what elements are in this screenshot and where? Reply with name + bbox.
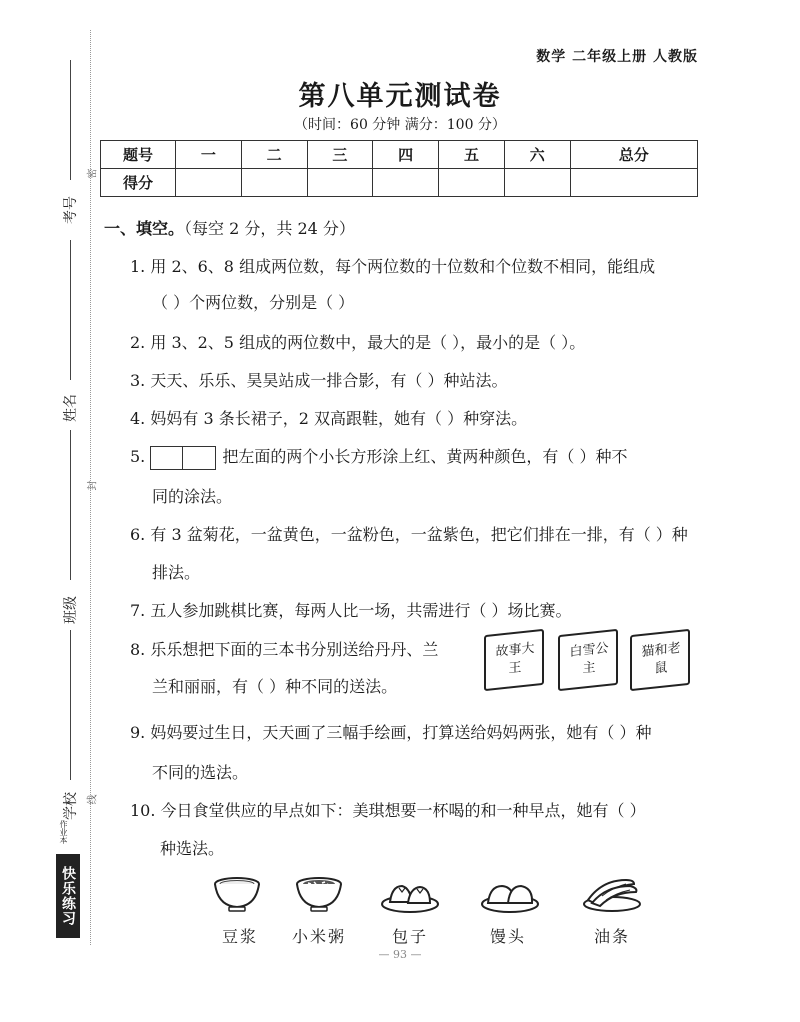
section-note: （每空 2 分，共 24 分） — [184, 219, 355, 238]
score-cell[interactable] — [176, 169, 242, 197]
question-text: 五人参加跳棋比赛，每两人比一场，共需进行（ ）场比赛。 — [150, 601, 572, 620]
margin-label-class: 班级 — [63, 596, 79, 624]
logo-text: 快乐练习 — [56, 854, 80, 938]
page-number: — 93 — — [378, 948, 422, 961]
book-snow-white — [558, 632, 622, 694]
question-3 — [130, 368, 507, 391]
table-cell: 得分 — [101, 169, 176, 197]
margin-label-name: 姓名 — [63, 394, 79, 422]
book-cover — [484, 629, 544, 691]
question-text: 有 3 盆菊花，一盆黄色，一盆粉色，一盆紫色，把它们排在一排，有（ ）种 — [150, 525, 688, 544]
score-cell[interactable] — [570, 169, 697, 197]
question-1 — [130, 254, 655, 277]
seal-mark: 封 — [87, 480, 99, 491]
book-title: 白雪公主 — [569, 640, 609, 677]
food-label: 油条 — [594, 927, 631, 946]
book-title: 故事大王 — [495, 640, 535, 677]
section-heading — [104, 216, 355, 239]
book-story-king — [484, 632, 548, 694]
table-cell: 二 — [241, 141, 307, 169]
page-title: 第八单元测试卷 — [298, 81, 502, 112]
question-1-line2: （ ）个两位数，分别是（ ） — [152, 293, 355, 312]
question-5-line2: 同的涂法。 — [152, 487, 233, 506]
youtiao-icon — [582, 874, 642, 914]
question-text: 乐乐想把下面的三本书分别送给丹丹、兰 — [150, 640, 439, 659]
question-10 — [130, 798, 646, 821]
score-table — [100, 140, 698, 197]
score-cell[interactable] — [439, 169, 505, 197]
score-cell[interactable] — [373, 169, 439, 197]
table-cell: 总分 — [570, 141, 697, 169]
question-text: 妈妈要过生日，天天画了三幅手绘画，打算送给妈妈两张，她有（ ）种 — [150, 723, 652, 742]
question-text: 用 3、2、5 组成的两位数中，最大的是（ ），最小的是（ ）。 — [150, 333, 586, 352]
question-number: 2. — [130, 333, 146, 352]
question-number: 4. — [130, 409, 146, 428]
food-label: 馒头 — [490, 927, 527, 946]
fill-line — [70, 430, 71, 580]
table-cell: 五 — [439, 141, 505, 169]
table-header-row — [101, 141, 698, 169]
margin-label-school: 学校 — [63, 792, 79, 820]
exam-info: （时间：60 分钟 满分：100 分） — [294, 117, 506, 133]
soymilk-bowl-icon — [212, 874, 262, 914]
book-cover — [558, 629, 618, 691]
question-9-line2: 不同的选法。 — [152, 763, 249, 782]
table-score-row — [101, 169, 698, 197]
table-cell: 四 — [373, 141, 439, 169]
food-label: 小米粥 — [292, 927, 347, 946]
food-label: 豆浆 — [222, 927, 259, 946]
book-cover — [630, 629, 690, 691]
brand-logo — [56, 820, 82, 940]
question-number: 9. — [130, 723, 146, 742]
question-6 — [130, 522, 688, 545]
question-number: 7. — [130, 601, 146, 620]
question-text: 妈妈有 3 条长裙子，2 双高跟鞋，她有（ ）种穿法。 — [150, 409, 528, 428]
margin-label-exam-no: 考号 — [63, 196, 79, 224]
question-number: 3. — [130, 371, 146, 390]
table-cell: 题号 — [101, 141, 176, 169]
food-label: 包子 — [392, 927, 429, 946]
question-2 — [130, 330, 585, 353]
question-9 — [130, 720, 651, 743]
book-tom-and-jerry — [630, 632, 694, 694]
question-text: 天天、乐乐、昊昊站成一排合影，有（ ）种站法。 — [150, 371, 508, 390]
question-text: 把左面的两个小长方形涂上红、黄两种颜色，有（ ）种不 — [222, 447, 628, 466]
table-cell: 三 — [307, 141, 373, 169]
question-number: 1. — [130, 257, 146, 276]
question-text: 今日食堂供应的早点如下：美琪想要一杯喝的和一种早点，她有（ ） — [160, 801, 646, 820]
table-cell: 一 — [176, 141, 242, 169]
question-4 — [130, 406, 527, 429]
question-number: 10. — [130, 801, 156, 820]
series-label: 数学 二年级上册 人教版 — [536, 49, 698, 65]
table-cell: 六 — [504, 141, 570, 169]
question-7 — [130, 598, 571, 621]
question-6-line2: 排法。 — [152, 563, 201, 582]
fill-line — [70, 240, 71, 380]
two-rectangles-figure — [150, 446, 216, 470]
fill-line — [70, 630, 71, 780]
question-number: 5. — [130, 447, 146, 466]
score-cell[interactable] — [307, 169, 373, 197]
question-number: 6. — [130, 525, 146, 544]
mantou-icon — [480, 874, 540, 914]
question-8-line2: 兰和丽丽，有（ ）种不同的送法。 — [152, 677, 398, 696]
question-8 — [130, 637, 438, 660]
section-title: 一、填空。 — [104, 219, 185, 238]
question-text: 用 2、6、8 组成两位数，每个两位数的十位数和个位数不相同，能组成 — [150, 257, 656, 276]
question-5 — [130, 444, 627, 470]
millet-porridge-bowl-icon — [294, 874, 344, 914]
book-title: 猫和老鼠 — [641, 640, 681, 677]
fill-line — [70, 60, 71, 180]
steamed-bun-icon — [380, 874, 440, 914]
logo-subtitle: 作业本 — [59, 820, 68, 844]
score-cell[interactable] — [241, 169, 307, 197]
question-number: 8. — [130, 640, 146, 659]
seal-mark: 线 — [87, 794, 99, 805]
seal-mark: 密 — [87, 168, 99, 179]
question-10-line2: 种选法。 — [160, 839, 225, 858]
score-cell[interactable] — [504, 169, 570, 197]
